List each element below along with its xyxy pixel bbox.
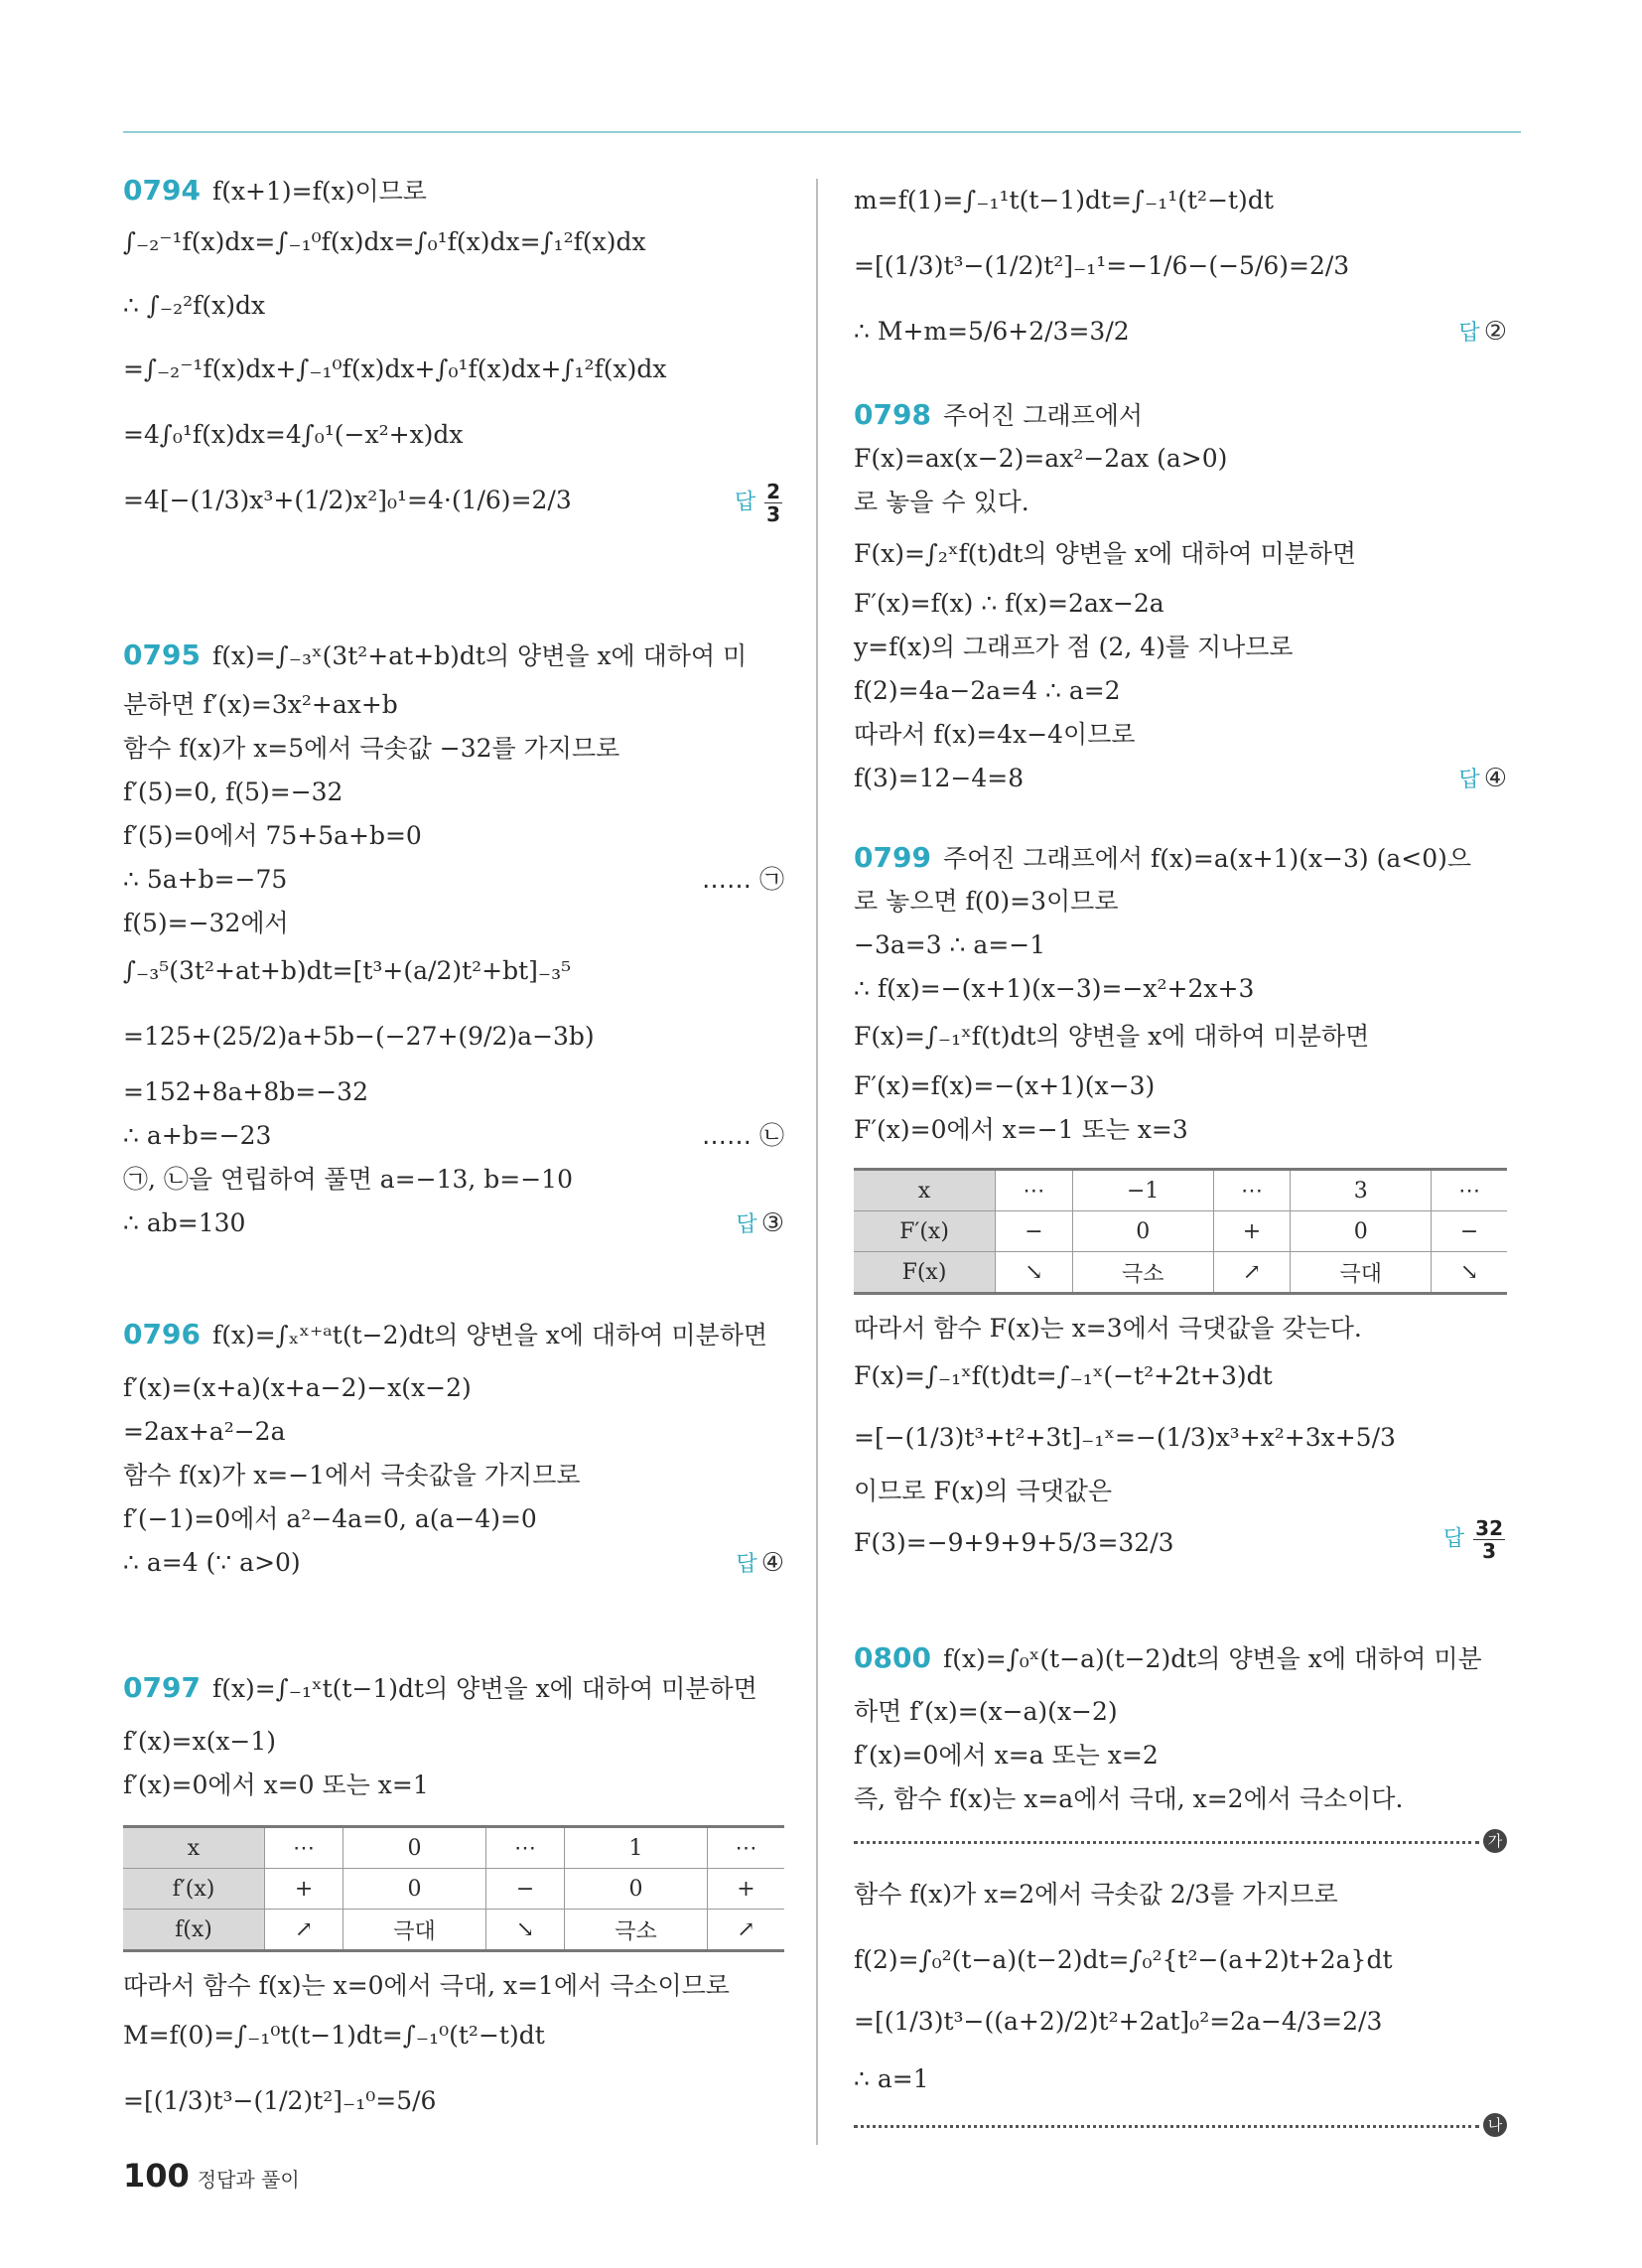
table-cell: ⋯ bbox=[1213, 1170, 1291, 1211]
solution-line: y=f(x)의 그래프가 점 (2, 4)를 지나므로 bbox=[854, 633, 1294, 661]
table-cell: ⋯ bbox=[1432, 1170, 1507, 1211]
table-cell: f′(x) bbox=[123, 1869, 265, 1910]
solution-line: f(x+1)=f(x)이므로 bbox=[211, 177, 427, 206]
solution-line: f(x)=∫₋₃ˣ(3t²+at+b)dt의 양변을 x에 대하여 미 bbox=[211, 641, 748, 670]
table-cell: 극대 bbox=[1291, 1252, 1432, 1294]
answer-numerator: 32 bbox=[1475, 1516, 1503, 1540]
table-cell: 극소 bbox=[565, 1910, 708, 1951]
solution-line: f′(x)=x(x−1) bbox=[123, 1727, 277, 1756]
solution-line: ∴ 5a+b=−75 bbox=[123, 865, 288, 894]
solution-line: 따라서 함수 f(x)는 x=0에서 극대, x=1에서 극소이므로 bbox=[123, 1971, 730, 2000]
solution-line: =[−(1/3)t³+t²+3t]₋₁ˣ=−(1/3)x³+x²+3x+5/3 bbox=[854, 1423, 1396, 1452]
solution-line: f(x)=∫₀ˣ(t−a)(t−2)dt의 양변을 x에 대하여 미분 bbox=[942, 1644, 1482, 1673]
table-cell: ⋯ bbox=[486, 1827, 565, 1869]
table-row bbox=[854, 1170, 1507, 1211]
solution-line: 주어진 그래프에서 bbox=[942, 401, 1144, 430]
answer bbox=[736, 1204, 784, 1245]
page-number: 100 bbox=[123, 2157, 190, 2195]
answer-label: 답 bbox=[734, 490, 756, 515]
solution-line: f(2)=4a−2a=4 ∴ a=2 bbox=[854, 676, 1121, 705]
solution-line: 분하면 f′(x)=3x²+ax+b bbox=[123, 690, 398, 719]
solution-line: F(x)=∫₋₁ˣf(t)dt=∫₋₁ˣ(−t²+2t+3)dt bbox=[854, 1361, 1273, 1390]
table-cell: F′(x) bbox=[854, 1211, 996, 1252]
solution-line: =∫₋₂⁻¹f(x)dx+∫₋₁⁰f(x)dx+∫₀¹f(x)dx+∫₁²f(x)dx bbox=[123, 354, 667, 383]
table-cell: f(x) bbox=[123, 1910, 265, 1951]
solution-line: 함수 f(x)가 x=−1에서 극솟값을 가지므로 bbox=[123, 1461, 581, 1489]
table-row bbox=[123, 1827, 784, 1869]
answer-label: 답 bbox=[1458, 768, 1480, 792]
answer bbox=[736, 1543, 784, 1585]
table-cell: x bbox=[854, 1170, 996, 1211]
answer bbox=[1458, 312, 1507, 354]
table-cell: 0 bbox=[565, 1869, 708, 1910]
table-cell: − bbox=[996, 1211, 1073, 1252]
table-row bbox=[123, 1910, 784, 1951]
table-cell: ↗ bbox=[265, 1910, 343, 1951]
solution-line: F′(x)=f(x) ∴ f(x)=2ax−2a bbox=[854, 589, 1164, 618]
answer-choice: ④ bbox=[1483, 764, 1507, 793]
table-cell: ↘ bbox=[1432, 1252, 1507, 1294]
table-cell: − bbox=[486, 1869, 565, 1910]
solution-line: f(3)=12−4=8 bbox=[854, 764, 1025, 792]
solution-line: ∫₋₃⁵(3t²+at+b)dt=[t³+(a/2)t²+bt]₋₃⁵ bbox=[123, 956, 572, 985]
solution-line: f′(5)=0에서 75+5a+b=0 bbox=[123, 821, 422, 850]
answer bbox=[735, 481, 784, 525]
solution-line: ∴ f(x)=−(x+1)(x−3)=−x²+2x+3 bbox=[854, 974, 1255, 1003]
answer-denominator: 3 bbox=[766, 502, 780, 526]
solution-line: f(x)=∫₋₁ˣt(t−1)dt의 양변을 x에 대하여 미분하면 bbox=[211, 1674, 757, 1703]
answer-choice: ③ bbox=[760, 1208, 784, 1238]
section-badge: 가 bbox=[1483, 1829, 1507, 1853]
solution-line: 따라서 f(x)=4x−4이므로 bbox=[854, 720, 1136, 749]
solution-line: 이므로 F(x)의 극댓값은 bbox=[854, 1477, 1113, 1505]
table-cell: + bbox=[265, 1869, 343, 1910]
solution-line: =4[−(1/3)x³+(1/2)x²]₀¹=4·(1/6)=2/3 bbox=[123, 486, 572, 514]
equation-marker: …… ㉠ bbox=[702, 865, 784, 894]
problem-number: 0799 bbox=[854, 841, 931, 874]
solution-line: 즉, 함수 f(x)는 x=a에서 극대, x=2에서 극소이다. bbox=[854, 1784, 1404, 1813]
solution-line: F′(x)=f(x)=−(x+1)(x−3) bbox=[854, 1071, 1156, 1100]
solution-line: =[(1/3)t³−(1/2)t²]₋₁⁰=5/6 bbox=[123, 2086, 437, 2115]
answer bbox=[1443, 1517, 1507, 1562]
footer-label: 정답과 풀이 bbox=[197, 2168, 300, 2192]
answer-choice: ④ bbox=[760, 1548, 784, 1578]
solution-line: f′(−1)=0에서 a²−4a=0, a(a−4)=0 bbox=[123, 1504, 537, 1533]
solution-line: f(x)=∫ₓˣ⁺ᵃt(t−2)dt의 양변을 x에 대하여 미분하면 bbox=[211, 1321, 767, 1349]
table-cell: −1 bbox=[1072, 1170, 1213, 1211]
solution-line: F(3)=−9+9+9+5/3=32/3 bbox=[854, 1528, 1174, 1557]
variation-table bbox=[854, 1168, 1507, 1295]
problem-number: 0798 bbox=[854, 398, 931, 431]
table-cell: + bbox=[1213, 1211, 1291, 1252]
problem-number: 0796 bbox=[123, 1318, 201, 1350]
solution-line: =[(1/3)t³−(1/2)t²]₋₁¹=−1/6−(−5/6)=2/3 bbox=[854, 251, 1350, 280]
solution-line: F(x)=ax(x−2)=ax²−2ax (a>0) bbox=[854, 444, 1228, 473]
answer-label: 답 bbox=[1442, 1526, 1465, 1552]
table-cell: ↗ bbox=[1213, 1252, 1291, 1294]
answer-label: 답 bbox=[736, 1212, 757, 1237]
solution-line: =[(1/3)t³−((a+2)/2)t²+2at]₀²=2a−4/3=2/3 bbox=[854, 2007, 1383, 2036]
solution-line: 따라서 함수 F(x)는 x=3에서 극댓값을 갖는다. bbox=[854, 1314, 1362, 1343]
answer-choice: ② bbox=[1483, 317, 1507, 347]
solution-line: ∫₋₂⁻¹f(x)dx=∫₋₁⁰f(x)dx=∫₀¹f(x)dx=∫₁²f(x)dx bbox=[123, 227, 646, 256]
section-badge: 나 bbox=[1483, 2113, 1507, 2137]
table-cell: 0 bbox=[1072, 1211, 1213, 1252]
solution-line: f(2)=∫₀²(t−a)(t−2)dt=∫₀²{t²−(a+2)t+2a}dt bbox=[854, 1945, 1393, 1974]
table-cell: − bbox=[1432, 1211, 1507, 1252]
solution-line: =4∫₀¹f(x)dx=4∫₀¹(−x²+x)dx bbox=[123, 420, 464, 449]
table-cell: 1 bbox=[565, 1827, 708, 1869]
table-cell: 극소 bbox=[1072, 1252, 1213, 1294]
column-divider bbox=[816, 179, 818, 2145]
solution-line: m=f(1)=∫₋₁¹t(t−1)dt=∫₋₁¹(t²−t)dt bbox=[854, 186, 1274, 214]
answer-label: 답 bbox=[1458, 321, 1480, 346]
table-cell: 0 bbox=[343, 1869, 486, 1910]
table-cell: ↗ bbox=[708, 1910, 785, 1951]
answer-label: 답 bbox=[736, 1552, 757, 1577]
table-cell: ⋯ bbox=[265, 1827, 343, 1869]
solution-line: F(x)=∫₂ˣf(t)dt의 양변을 x에 대하여 미분하면 bbox=[854, 539, 1357, 568]
solution-line: f′(x)=(x+a)(x+a−2)−x(x−2) bbox=[123, 1373, 472, 1402]
solution-line: f′(x)=0에서 x=0 또는 x=1 bbox=[123, 1771, 429, 1799]
problem-number: 0800 bbox=[854, 1641, 931, 1674]
solution-line: =125+(25/2)a+5b−(−27+(9/2)a−3b) bbox=[123, 1022, 595, 1051]
table-cell: x bbox=[123, 1827, 265, 1869]
solution-line: 함수 f(x)가 x=5에서 극솟값 −32를 가지므로 bbox=[123, 734, 620, 763]
table-row bbox=[854, 1252, 1507, 1294]
solution-line: ∴ a+b=−23 bbox=[123, 1121, 272, 1150]
table-cell: 0 bbox=[1291, 1211, 1432, 1252]
dotted-separator bbox=[854, 1841, 1479, 1844]
table-cell: 극대 bbox=[343, 1910, 486, 1951]
top-rule bbox=[123, 131, 1521, 133]
solution-line: =152+8a+8b=−32 bbox=[123, 1077, 368, 1106]
table-cell: + bbox=[708, 1869, 785, 1910]
equation-marker: …… ㉡ bbox=[702, 1121, 784, 1150]
problem-number: 0795 bbox=[123, 638, 201, 671]
variation-table bbox=[123, 1825, 784, 1952]
table-cell: F(x) bbox=[854, 1252, 996, 1294]
table-cell: ⋯ bbox=[708, 1827, 785, 1869]
solution-line: 로 놓을 수 있다. bbox=[854, 488, 1029, 516]
solution-line: ∴ M+m=5/6+2/3=3/2 bbox=[854, 317, 1130, 346]
solution-line: F′(x)=0에서 x=−1 또는 x=3 bbox=[854, 1115, 1188, 1144]
table-row bbox=[123, 1869, 784, 1910]
solution-line: ∴ ab=130 bbox=[123, 1208, 246, 1237]
table-cell: ⋯ bbox=[996, 1170, 1073, 1211]
solution-line: f′(5)=0, f(5)=−32 bbox=[123, 778, 343, 806]
table-cell: ↘ bbox=[996, 1252, 1073, 1294]
solution-line: 하면 f′(x)=(x−a)(x−2) bbox=[854, 1697, 1118, 1726]
solution-line: ∴ a=1 bbox=[854, 2064, 929, 2093]
solution-line: f′(x)=0에서 x=a 또는 x=2 bbox=[854, 1741, 1159, 1770]
answer-denominator: 3 bbox=[1482, 1539, 1497, 1563]
solution-line: 로 놓으면 f(0)=3이므로 bbox=[854, 887, 1119, 916]
answer-numerator: 2 bbox=[766, 480, 780, 503]
solution-line: ㉠, ㉡을 연립하여 풀면 a=−13, b=−10 bbox=[123, 1165, 573, 1194]
solution-line: f(5)=−32에서 bbox=[123, 909, 289, 937]
table-cell: ↘ bbox=[486, 1910, 565, 1951]
table-cell: 3 bbox=[1291, 1170, 1432, 1211]
page-footer bbox=[123, 2157, 300, 2195]
solution-line: =2ax+a²−2a bbox=[123, 1417, 286, 1446]
solution-line: −3a=3 ∴ a=−1 bbox=[854, 930, 1046, 959]
solution-line: ∴ ∫₋₂²f(x)dx bbox=[123, 291, 266, 320]
solution-line: M=f(0)=∫₋₁⁰t(t−1)dt=∫₋₁⁰(t²−t)dt bbox=[123, 2021, 545, 2050]
table-cell: 0 bbox=[343, 1827, 486, 1869]
solution-line: ∴ a=4 (∵ a>0) bbox=[123, 1548, 301, 1577]
dotted-separator bbox=[854, 2125, 1479, 2128]
answer bbox=[1458, 759, 1507, 800]
problem-number: 0794 bbox=[123, 174, 201, 207]
solution-line: 주어진 그래프에서 f(x)=a(x+1)(x−3) (a<0)으 bbox=[942, 844, 1472, 873]
problem-number: 0797 bbox=[123, 1671, 201, 1704]
solution-line: F(x)=∫₋₁ˣf(t)dt의 양변을 x에 대하여 미분하면 bbox=[854, 1022, 1370, 1051]
table-row bbox=[854, 1211, 1507, 1252]
solution-line: 함수 f(x)가 x=2에서 극솟값 2/3를 가지므로 bbox=[854, 1880, 1338, 1909]
